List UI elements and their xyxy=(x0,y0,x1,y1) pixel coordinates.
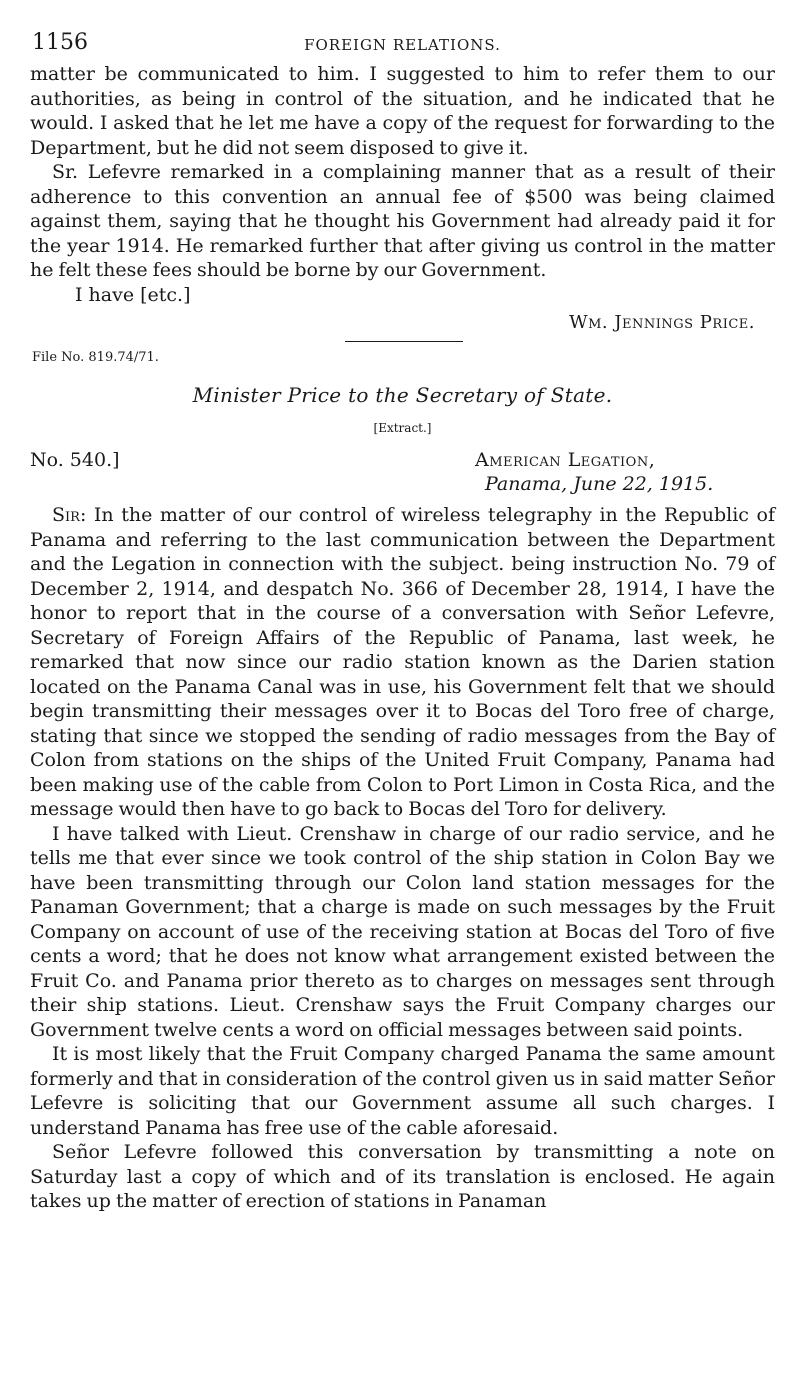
page-number: 1156 xyxy=(32,30,88,55)
document2-paragraph-2: I have talked with Lieut. Crenshaw in charge of our radio service, and he tells me that ever since we took control of the ship station in Colon Bay we have been transmitting through our Colon land station messages for the Panaman Government; that a charge is made on such messages by the Fruit Company on account of use of the receiving station at Bocas del Toro of five cents a word; that he does not know what arrangement existed between the Fruit Co. and Panama prior thereto as to charges on messages sent through their ship stations. Lieut. Crenshaw says the Fruit Company charges our Government twelve cents a word on official messages between said points. xyxy=(30,822,775,1041)
running-title: FOREIGN RELATIONS. xyxy=(304,36,501,54)
letter1-paragraph-2: Sr. Lefevre remarked in a complaining manner that as a result of their adherence to this convention an annual fee of $500 was being claimed against them, saying that he thought his Government had already paid it for the year 1914. He remarked further that after giving us control in the matter he felt these fees should be borne by our Government. xyxy=(30,161,775,281)
dateline xyxy=(30,449,775,503)
legation-name: American Legation, xyxy=(475,449,656,471)
letter1-paragraph-1: matter be communicated to him. I suggested to him to refer them to our authorities, as being in control of the situation, and he indicated that he would. I asked that he let me have a copy of the request for forwarding to the Department, but he did not seem disposed to give it. xyxy=(30,63,775,159)
letter1-closing: I have [etc.] xyxy=(75,283,191,306)
document-heading: Minister Price to the Secretary of State. xyxy=(192,383,613,407)
file-number: File No. 819.74/71. xyxy=(32,350,159,365)
section-divider xyxy=(345,341,463,342)
document2-paragraph-3: It is most likely that the Fruit Company charged Panama the same amount formerly and that in consideration of the control given us in said matter Señor Lefevre is soliciting that our Government assume all such charges. I understand Panama has free use of the cable aforesaid. xyxy=(30,1043,775,1139)
document2-paragraph-1 xyxy=(30,503,775,822)
place-date: Panama, June 22, 1915. xyxy=(485,473,714,495)
salutation: Sir: xyxy=(52,504,87,526)
letter1-signature: Wm. Jennings Price. xyxy=(569,312,755,333)
document2-paragraph-1-text: In the matter of our control of wireless telegraphy in the Republic of Panama and referring to the last communication between the Department and the Legation in connection with the subject. being instruction No. 79 of December 2, 1914, and despatch No. 366 of December 28, 1914, I have the honor to report that in the course of a conversation with Señor Lefevre, Secretary of Foreign Affairs of the Republic of Panama, last week, he remarked that now since our radio station known as the Darien station located on the Panama Canal was in use, his Government felt that we should begin transmitting their messages over it to Bocas del Toro free of charge, stating that since we stopped the sending of radio messages from the Bay of Colon from stations on the ships of the United Fruit Company, Panama had been making use of the cable from Colon to Port Limon in Costa Rica, and the message would then have to go back to Bocas del Toro for delivery. xyxy=(30,504,775,820)
document-page xyxy=(30,22,775,1214)
extract-note: [Extract.] xyxy=(373,421,432,435)
despatch-number: No. 540.] xyxy=(30,449,120,471)
running-head xyxy=(30,22,775,62)
document2-paragraph-4: Señor Lefevre followed this conversation by transmitting a note on Saturday last a copy of which and of its translation is enclosed. He again takes up the matter of erection of stations in Panaman xyxy=(30,1141,775,1212)
